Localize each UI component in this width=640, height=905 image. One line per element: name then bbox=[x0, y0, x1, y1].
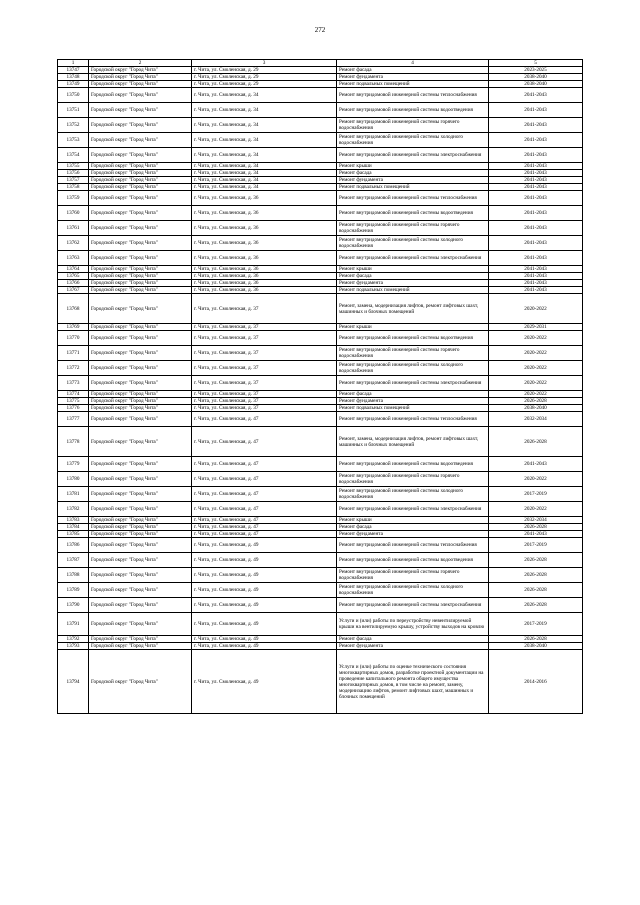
address-cell: г. Чита, ул. Смоленская, д. 34 bbox=[192, 118, 337, 133]
table-row bbox=[58, 346, 583, 361]
row-number: 13776 bbox=[58, 405, 89, 412]
work-type-cell: Ремонт внутридомовой инженерной системы горячего водоснабжения bbox=[337, 221, 489, 236]
table-row bbox=[58, 81, 583, 88]
period-cell: 2026-2028 bbox=[489, 427, 583, 457]
row-number: 13755 bbox=[58, 163, 89, 170]
municipality-cell: Городской округ "Город Чита" bbox=[89, 643, 192, 650]
work-type-cell: Ремонт подвальных помещений bbox=[337, 184, 489, 191]
municipality-cell: Городской округ "Город Чита" bbox=[89, 524, 192, 531]
period-cell: 2026-2028 bbox=[489, 524, 583, 531]
work-type-cell: Ремонт внутридомовой инженерной системы горячего водоснабжения bbox=[337, 346, 489, 361]
row-number: 13785 bbox=[58, 531, 89, 538]
municipality-cell: Городской округ "Город Чита" bbox=[89, 517, 192, 524]
municipality-cell: Городской округ "Город Чита" bbox=[89, 67, 192, 74]
municipality-cell: Городской округ "Город Чита" bbox=[89, 148, 192, 163]
table-row bbox=[58, 412, 583, 427]
table-row bbox=[58, 236, 583, 251]
period-cell: 2041-2043 bbox=[489, 133, 583, 148]
municipality-cell: Городской округ "Город Чита" bbox=[89, 163, 192, 170]
row-number: 13781 bbox=[58, 487, 89, 502]
address-cell: г. Чита, ул. Смоленская, д. 37 bbox=[192, 361, 337, 376]
municipality-cell: Городской округ "Город Чита" bbox=[89, 170, 192, 177]
period-cell: 2041-2043 bbox=[489, 170, 583, 177]
row-number: 13783 bbox=[58, 517, 89, 524]
address-cell: г. Чита, ул. Смоленская, д. 37 bbox=[192, 376, 337, 391]
work-type-cell: Ремонт внутридомовой инженерной системы электроснабжения bbox=[337, 598, 489, 613]
row-number: 13758 bbox=[58, 184, 89, 191]
period-cell: 2020-2022 bbox=[489, 331, 583, 346]
work-type-cell: Ремонт фундамента bbox=[337, 531, 489, 538]
table-row bbox=[58, 643, 583, 650]
municipality-cell: Городской округ "Город Чита" bbox=[89, 81, 192, 88]
row-number: 13756 bbox=[58, 170, 89, 177]
table-row bbox=[58, 361, 583, 376]
row-number: 13770 bbox=[58, 331, 89, 346]
row-number: 13772 bbox=[58, 361, 89, 376]
table-row bbox=[58, 206, 583, 221]
municipality-cell: Городской округ "Город Чита" bbox=[89, 650, 192, 714]
municipality-cell: Городской округ "Город Чита" bbox=[89, 294, 192, 324]
period-cell: 2038-2040 bbox=[489, 405, 583, 412]
table-row bbox=[58, 103, 583, 118]
work-type-cell: Ремонт внутридомовой инженерной системы холодного водоснабжения bbox=[337, 487, 489, 502]
work-type-cell: Ремонт внутридомовой инженерной системы холодного водоснабжения bbox=[337, 133, 489, 148]
period-cell: 2041-2043 bbox=[489, 184, 583, 191]
work-type-cell: Ремонт фундамента bbox=[337, 74, 489, 81]
address-cell: г. Чита, ул. Смоленская, д. 36 bbox=[192, 280, 337, 287]
address-cell: г. Чита, ул. Смоленская, д. 34 bbox=[192, 133, 337, 148]
row-number: 13793 bbox=[58, 643, 89, 650]
address-cell: г. Чита, ул. Смоленская, д. 47 bbox=[192, 487, 337, 502]
row-number: 13773 bbox=[58, 376, 89, 391]
table-row bbox=[58, 251, 583, 266]
period-cell: 2041-2043 bbox=[489, 206, 583, 221]
work-type-cell: Ремонт внутридомовой инженерной системы электроснабжения bbox=[337, 502, 489, 517]
municipality-cell: Городской округ "Город Чита" bbox=[89, 88, 192, 103]
work-type-cell: Ремонт внутридомовой инженерной системы водоотведения bbox=[337, 457, 489, 472]
municipality-cell: Городской округ "Город Чита" bbox=[89, 568, 192, 583]
municipality-cell: Городской округ "Город Чита" bbox=[89, 221, 192, 236]
table-row bbox=[58, 538, 583, 553]
work-type-cell: Ремонт внутридомовой инженерной системы теплоснабжения bbox=[337, 412, 489, 427]
work-type-cell: Ремонт, замена, модернизация лифтов, ремонт лифтовых шахт, машинных и блочных помещений bbox=[337, 294, 489, 324]
municipality-cell: Городской округ "Город Чита" bbox=[89, 177, 192, 184]
work-type-cell: Ремонт подвальных помещений bbox=[337, 81, 489, 88]
row-number: 13791 bbox=[58, 613, 89, 636]
municipality-cell: Городской округ "Город Чита" bbox=[89, 118, 192, 133]
table-row bbox=[58, 294, 583, 324]
address-cell: г. Чита, ул. Смоленская, д. 34 bbox=[192, 163, 337, 170]
work-type-cell: Ремонт внутридомовой инженерной системы холодного водоснабжения bbox=[337, 583, 489, 598]
municipality-cell: Городской округ "Город Чита" bbox=[89, 636, 192, 643]
address-cell: г. Чита, ул. Смоленская, д. 49 bbox=[192, 583, 337, 598]
municipality-cell: Городской округ "Город Чита" bbox=[89, 324, 192, 331]
period-cell: 2038-2040 bbox=[489, 643, 583, 650]
period-cell: 2038-2040 bbox=[489, 81, 583, 88]
municipality-cell: Городской округ "Город Чита" bbox=[89, 287, 192, 294]
address-cell: г. Чита, ул. Смоленская, д. 37 bbox=[192, 324, 337, 331]
address-cell: г. Чита, ул. Смоленская, д. 37 bbox=[192, 294, 337, 324]
work-type-cell: Ремонт фасада bbox=[337, 273, 489, 280]
row-number: 13792 bbox=[58, 636, 89, 643]
municipality-cell: Городской округ "Город Чита" bbox=[89, 74, 192, 81]
work-type-cell: Ремонт крыши bbox=[337, 266, 489, 273]
table-row bbox=[58, 636, 583, 643]
table-row bbox=[58, 266, 583, 273]
work-type-cell: Ремонт фундамента bbox=[337, 280, 489, 287]
row-number: 13786 bbox=[58, 538, 89, 553]
period-cell: 2041-2043 bbox=[489, 287, 583, 294]
table-row bbox=[58, 163, 583, 170]
period-cell: 2041-2043 bbox=[489, 118, 583, 133]
table-row bbox=[58, 613, 583, 636]
table-row bbox=[58, 273, 583, 280]
table-row bbox=[58, 287, 583, 294]
row-number: 13752 bbox=[58, 118, 89, 133]
municipality-cell: Городской округ "Город Чита" bbox=[89, 191, 192, 206]
municipality-cell: Городской округ "Город Чита" bbox=[89, 531, 192, 538]
period-cell: 2032-2034 bbox=[489, 517, 583, 524]
municipality-cell: Городской округ "Город Чита" bbox=[89, 405, 192, 412]
work-type-cell: Ремонт внутридомовой инженерной системы горячего водоснабжения bbox=[337, 568, 489, 583]
period-cell: 2017-2019 bbox=[489, 538, 583, 553]
address-cell: г. Чита, ул. Смоленская, д. 36 bbox=[192, 206, 337, 221]
work-type-cell: Ремонт крыши bbox=[337, 163, 489, 170]
municipality-cell: Городской округ "Город Чита" bbox=[89, 538, 192, 553]
page-number: 272 bbox=[314, 26, 326, 34]
row-number: 13790 bbox=[58, 598, 89, 613]
table-row bbox=[58, 170, 583, 177]
period-cell: 2041-2043 bbox=[489, 163, 583, 170]
table-row bbox=[58, 487, 583, 502]
municipality-cell: Городской округ "Город Чита" bbox=[89, 457, 192, 472]
table-row bbox=[58, 472, 583, 487]
work-type-cell: Ремонт фасада bbox=[337, 636, 489, 643]
table-row bbox=[58, 148, 583, 163]
header-col-5: 5 bbox=[489, 60, 583, 67]
table-row bbox=[58, 568, 583, 583]
address-cell: г. Чита, ул. Смоленская, д. 34 bbox=[192, 103, 337, 118]
period-cell: 2041-2043 bbox=[489, 177, 583, 184]
municipality-cell: Городской округ "Город Чита" bbox=[89, 236, 192, 251]
table-row bbox=[58, 650, 583, 714]
period-cell: 2020-2022 bbox=[489, 391, 583, 398]
address-cell: г. Чита, ул. Смоленская, д. 29 bbox=[192, 67, 337, 74]
municipality-cell: Городской округ "Город Чита" bbox=[89, 251, 192, 266]
row-number: 13780 bbox=[58, 472, 89, 487]
address-cell: г. Чита, ул. Смоленская, д. 49 bbox=[192, 568, 337, 583]
row-number: 13789 bbox=[58, 583, 89, 598]
municipality-cell: Городской округ "Город Чита" bbox=[89, 391, 192, 398]
period-cell: 2020-2022 bbox=[489, 376, 583, 391]
address-cell: г. Чита, ул. Смоленская, д. 49 bbox=[192, 650, 337, 714]
address-cell: г. Чита, ул. Смоленская, д. 47 bbox=[192, 531, 337, 538]
period-cell: 2041-2043 bbox=[489, 266, 583, 273]
table-row bbox=[58, 502, 583, 517]
period-cell: 2041-2043 bbox=[489, 236, 583, 251]
header-col-3: 3 bbox=[192, 60, 337, 67]
work-type-cell: Услуги и (или) работы по переустройству невентилируемой крыши на вентилируемую крышу, устройству выходов на кровлю bbox=[337, 613, 489, 636]
row-number: 13794 bbox=[58, 650, 89, 714]
municipality-cell: Городской округ "Город Чита" bbox=[89, 502, 192, 517]
municipality-cell: Городской округ "Город Чита" bbox=[89, 206, 192, 221]
work-type-cell: Ремонт, замена, модернизация лифтов, ремонт лифтовых шахт, машинных и блочных помещений bbox=[337, 427, 489, 457]
work-type-cell: Услуги и (или) работы по оценке технического состояния многоквартирных домов, разработке проектной документации на проведение капитального ремонта общего имущества многоквартирных домов, в том числе на ремонт, замену, модернизацию лифтов, ремонт лифтовых шахт, машинных и блочных помещений bbox=[337, 650, 489, 714]
row-number: 13769 bbox=[58, 324, 89, 331]
period-cell: 2026-2028 bbox=[489, 583, 583, 598]
work-type-cell: Ремонт внутридомовой инженерной системы теплоснабжения bbox=[337, 538, 489, 553]
address-cell: г. Чита, ул. Смоленская, д. 36 bbox=[192, 221, 337, 236]
period-cell: 2041-2043 bbox=[489, 191, 583, 206]
period-cell: 2017-2019 bbox=[489, 487, 583, 502]
period-cell: 2041-2043 bbox=[489, 221, 583, 236]
table-row bbox=[58, 398, 583, 405]
address-cell: г. Чита, ул. Смоленская, д. 36 bbox=[192, 191, 337, 206]
work-type-cell: Ремонт внутридомовой инженерной системы теплоснабжения bbox=[337, 191, 489, 206]
period-cell: 2041-2043 bbox=[489, 88, 583, 103]
table-row bbox=[58, 331, 583, 346]
address-cell: г. Чита, ул. Смоленская, д. 36 bbox=[192, 251, 337, 266]
address-cell: г. Чита, ул. Смоленская, д. 37 bbox=[192, 331, 337, 346]
table-row bbox=[58, 391, 583, 398]
row-number: 13788 bbox=[58, 568, 89, 583]
work-type-cell: Ремонт внутридомовой инженерной системы водоотведения bbox=[337, 553, 489, 568]
period-cell: 2029-2031 bbox=[489, 324, 583, 331]
municipality-cell: Городской округ "Город Чита" bbox=[89, 266, 192, 273]
row-number: 13753 bbox=[58, 133, 89, 148]
row-number: 13779 bbox=[58, 457, 89, 472]
address-cell: г. Чита, ул. Смоленская, д. 34 bbox=[192, 170, 337, 177]
period-cell: 2017-2019 bbox=[489, 613, 583, 636]
row-number: 13762 bbox=[58, 236, 89, 251]
work-type-cell: Ремонт внутридомовой инженерной системы холодного водоснабжения bbox=[337, 361, 489, 376]
period-cell: 2020-2022 bbox=[489, 361, 583, 376]
row-number: 13747 bbox=[58, 67, 89, 74]
work-type-cell: Ремонт крыши bbox=[337, 324, 489, 331]
municipality-cell: Городской округ "Город Чита" bbox=[89, 133, 192, 148]
table-row bbox=[58, 598, 583, 613]
period-cell: 2014-2016 bbox=[489, 650, 583, 714]
period-cell: 2041-2043 bbox=[489, 457, 583, 472]
municipality-cell: Городской округ "Город Чита" bbox=[89, 472, 192, 487]
row-number: 13760 bbox=[58, 206, 89, 221]
address-cell: г. Чита, ул. Смоленская, д. 47 bbox=[192, 502, 337, 517]
row-number: 13766 bbox=[58, 280, 89, 287]
row-number: 13774 bbox=[58, 391, 89, 398]
address-cell: г. Чита, ул. Смоленская, д. 36 bbox=[192, 266, 337, 273]
row-number: 13763 bbox=[58, 251, 89, 266]
table-row bbox=[58, 524, 583, 531]
table-row bbox=[58, 88, 583, 103]
address-cell: г. Чита, ул. Смоленская, д. 47 bbox=[192, 412, 337, 427]
address-cell: г. Чита, ул. Смоленская, д. 49 bbox=[192, 643, 337, 650]
row-number: 13768 bbox=[58, 294, 89, 324]
period-cell: 2020-2022 bbox=[489, 346, 583, 361]
table-row bbox=[58, 457, 583, 472]
header-col-2: 2 bbox=[89, 60, 192, 67]
address-cell: г. Чита, ул. Смоленская, д. 34 bbox=[192, 88, 337, 103]
period-cell: 2026-2028 bbox=[489, 568, 583, 583]
period-cell: 2023-2025 bbox=[489, 67, 583, 74]
table-row bbox=[58, 67, 583, 74]
table-row bbox=[58, 221, 583, 236]
address-cell: г. Чита, ул. Смоленская, д. 49 bbox=[192, 636, 337, 643]
address-cell: г. Чита, ул. Смоленская, д. 47 bbox=[192, 457, 337, 472]
municipality-cell: Городской округ "Город Чита" bbox=[89, 583, 192, 598]
work-type-cell: Ремонт фасада bbox=[337, 524, 489, 531]
row-number: 13751 bbox=[58, 103, 89, 118]
row-number: 13757 bbox=[58, 177, 89, 184]
work-type-cell: Ремонт подвальных помещений bbox=[337, 287, 489, 294]
work-type-cell: Ремонт внутридомовой инженерной системы холодного водоснабжения bbox=[337, 236, 489, 251]
table-row bbox=[58, 133, 583, 148]
table-row bbox=[58, 118, 583, 133]
municipality-cell: Городской округ "Город Чита" bbox=[89, 487, 192, 502]
period-cell: 2041-2043 bbox=[489, 251, 583, 266]
table-row bbox=[58, 531, 583, 538]
address-cell: г. Чита, ул. Смоленская, д. 37 bbox=[192, 398, 337, 405]
municipality-cell: Городской округ "Город Чита" bbox=[89, 613, 192, 636]
period-cell: 2041-2043 bbox=[489, 280, 583, 287]
period-cell: 2032-2034 bbox=[489, 412, 583, 427]
municipality-cell: Городской округ "Город Чита" bbox=[89, 280, 192, 287]
work-type-cell: Ремонт внутридомовой инженерной системы горячего водоснабжения bbox=[337, 472, 489, 487]
table-row bbox=[58, 280, 583, 287]
address-cell: г. Чита, ул. Смоленская, д. 47 bbox=[192, 472, 337, 487]
table-row bbox=[58, 405, 583, 412]
address-cell: г. Чита, ул. Смоленская, д. 36 bbox=[192, 236, 337, 251]
address-cell: г. Чита, ул. Смоленская, д. 37 bbox=[192, 391, 337, 398]
period-cell: 2020-2022 bbox=[489, 294, 583, 324]
municipality-cell: Городской округ "Город Чита" bbox=[89, 346, 192, 361]
address-cell: г. Чита, ул. Смоленская, д. 47 bbox=[192, 517, 337, 524]
work-type-cell: Ремонт внутридомовой инженерной системы горячего водоснабжения bbox=[337, 118, 489, 133]
work-type-cell: Ремонт фундамента bbox=[337, 177, 489, 184]
row-number: 13754 bbox=[58, 148, 89, 163]
row-number: 13764 bbox=[58, 266, 89, 273]
work-type-cell: Ремонт внутридомовой инженерной системы водоотведения bbox=[337, 331, 489, 346]
table-header-row bbox=[58, 60, 583, 67]
period-cell: 2020-2022 bbox=[489, 472, 583, 487]
row-number: 13784 bbox=[58, 524, 89, 531]
table-row bbox=[58, 324, 583, 331]
work-type-cell: Ремонт фундамента bbox=[337, 643, 489, 650]
work-type-cell: Ремонт фасада bbox=[337, 170, 489, 177]
header-col-4: 4 bbox=[337, 60, 489, 67]
work-type-cell: Ремонт крыши bbox=[337, 517, 489, 524]
address-cell: г. Чита, ул. Смоленская, д. 47 bbox=[192, 427, 337, 457]
table-row bbox=[58, 184, 583, 191]
address-cell: г. Чита, ул. Смоленская, д. 36 bbox=[192, 287, 337, 294]
municipality-cell: Городской округ "Город Чита" bbox=[89, 598, 192, 613]
row-number: 13765 bbox=[58, 273, 89, 280]
work-type-cell: Ремонт подвальных помещений bbox=[337, 405, 489, 412]
work-type-cell: Ремонт внутридомовой инженерной системы водоотведения bbox=[337, 206, 489, 221]
address-cell: г. Чита, ул. Смоленская, д. 34 bbox=[192, 177, 337, 184]
period-cell: 2026-2028 bbox=[489, 636, 583, 643]
municipality-cell: Городской округ "Город Чита" bbox=[89, 398, 192, 405]
work-type-cell: Ремонт фасада bbox=[337, 391, 489, 398]
address-cell: г. Чита, ул. Смоленская, д. 49 bbox=[192, 538, 337, 553]
row-number: 13777 bbox=[58, 412, 89, 427]
municipality-cell: Городской округ "Город Чита" bbox=[89, 361, 192, 376]
municipality-cell: Городской округ "Город Чита" bbox=[89, 427, 192, 457]
municipality-cell: Городской округ "Город Чита" bbox=[89, 331, 192, 346]
work-type-cell: Ремонт внутридомовой инженерной системы электроснабжения bbox=[337, 251, 489, 266]
period-cell: 2026-2028 bbox=[489, 398, 583, 405]
work-type-cell: Ремонт внутридомовой инженерной системы электроснабжения bbox=[337, 148, 489, 163]
period-cell: 2041-2043 bbox=[489, 103, 583, 118]
row-number: 13749 bbox=[58, 81, 89, 88]
municipality-cell: Городской округ "Город Чита" bbox=[89, 553, 192, 568]
row-number: 13767 bbox=[58, 287, 89, 294]
municipality-cell: Городской округ "Город Чита" bbox=[89, 273, 192, 280]
address-cell: г. Чита, ул. Смоленская, д. 34 bbox=[192, 148, 337, 163]
row-number: 13750 bbox=[58, 88, 89, 103]
row-number: 13778 bbox=[58, 427, 89, 457]
address-cell: г. Чита, ул. Смоленская, д. 36 bbox=[192, 273, 337, 280]
period-cell: 2026-2028 bbox=[489, 598, 583, 613]
address-cell: г. Чита, ул. Смоленская, д. 29 bbox=[192, 74, 337, 81]
period-cell: 2038-2040 bbox=[489, 74, 583, 81]
period-cell: 2020-2022 bbox=[489, 502, 583, 517]
table-row bbox=[58, 583, 583, 598]
table-row bbox=[58, 517, 583, 524]
header-col-1: 1 bbox=[58, 60, 89, 67]
period-cell: 2041-2043 bbox=[489, 148, 583, 163]
municipality-cell: Городской округ "Город Чита" bbox=[89, 412, 192, 427]
work-type-cell: Ремонт фасада bbox=[337, 67, 489, 74]
period-cell: 2026-2028 bbox=[489, 553, 583, 568]
address-cell: г. Чита, ул. Смоленская, д. 49 bbox=[192, 598, 337, 613]
address-cell: г. Чита, ул. Смоленская, д. 49 bbox=[192, 613, 337, 636]
row-number: 13782 bbox=[58, 502, 89, 517]
table-row bbox=[58, 553, 583, 568]
municipality-cell: Городской округ "Город Чита" bbox=[89, 184, 192, 191]
work-type-cell: Ремонт внутридомовой инженерной системы водоотведения bbox=[337, 103, 489, 118]
address-cell: г. Чита, ул. Смоленская, д. 34 bbox=[192, 184, 337, 191]
table-row bbox=[58, 177, 583, 184]
address-cell: г. Чита, ул. Смоленская, д. 29 bbox=[192, 81, 337, 88]
work-type-cell: Ремонт внутридомовой инженерной системы электроснабжения bbox=[337, 376, 489, 391]
period-cell: 2041-2043 bbox=[489, 531, 583, 538]
row-number: 13775 bbox=[58, 398, 89, 405]
table-row bbox=[58, 427, 583, 457]
table-row bbox=[58, 74, 583, 81]
row-number: 13759 bbox=[58, 191, 89, 206]
row-number: 13761 bbox=[58, 221, 89, 236]
row-number: 13771 bbox=[58, 346, 89, 361]
municipality-cell: Городской округ "Город Чита" bbox=[89, 103, 192, 118]
period-cell: 2041-2043 bbox=[489, 273, 583, 280]
repair-schedule-table bbox=[57, 59, 583, 714]
address-cell: г. Чита, ул. Смоленская, д. 49 bbox=[192, 553, 337, 568]
row-number: 13748 bbox=[58, 74, 89, 81]
address-cell: г. Чита, ул. Смоленская, д. 47 bbox=[192, 524, 337, 531]
work-type-cell: Ремонт внутридомовой инженерной системы теплоснабжения bbox=[337, 88, 489, 103]
table-row bbox=[58, 376, 583, 391]
address-cell: г. Чита, ул. Смоленская, д. 37 bbox=[192, 405, 337, 412]
row-number: 13787 bbox=[58, 553, 89, 568]
table-row bbox=[58, 191, 583, 206]
municipality-cell: Городской округ "Город Чита" bbox=[89, 376, 192, 391]
work-type-cell: Ремонт фундамента bbox=[337, 398, 489, 405]
address-cell: г. Чита, ул. Смоленская, д. 37 bbox=[192, 346, 337, 361]
